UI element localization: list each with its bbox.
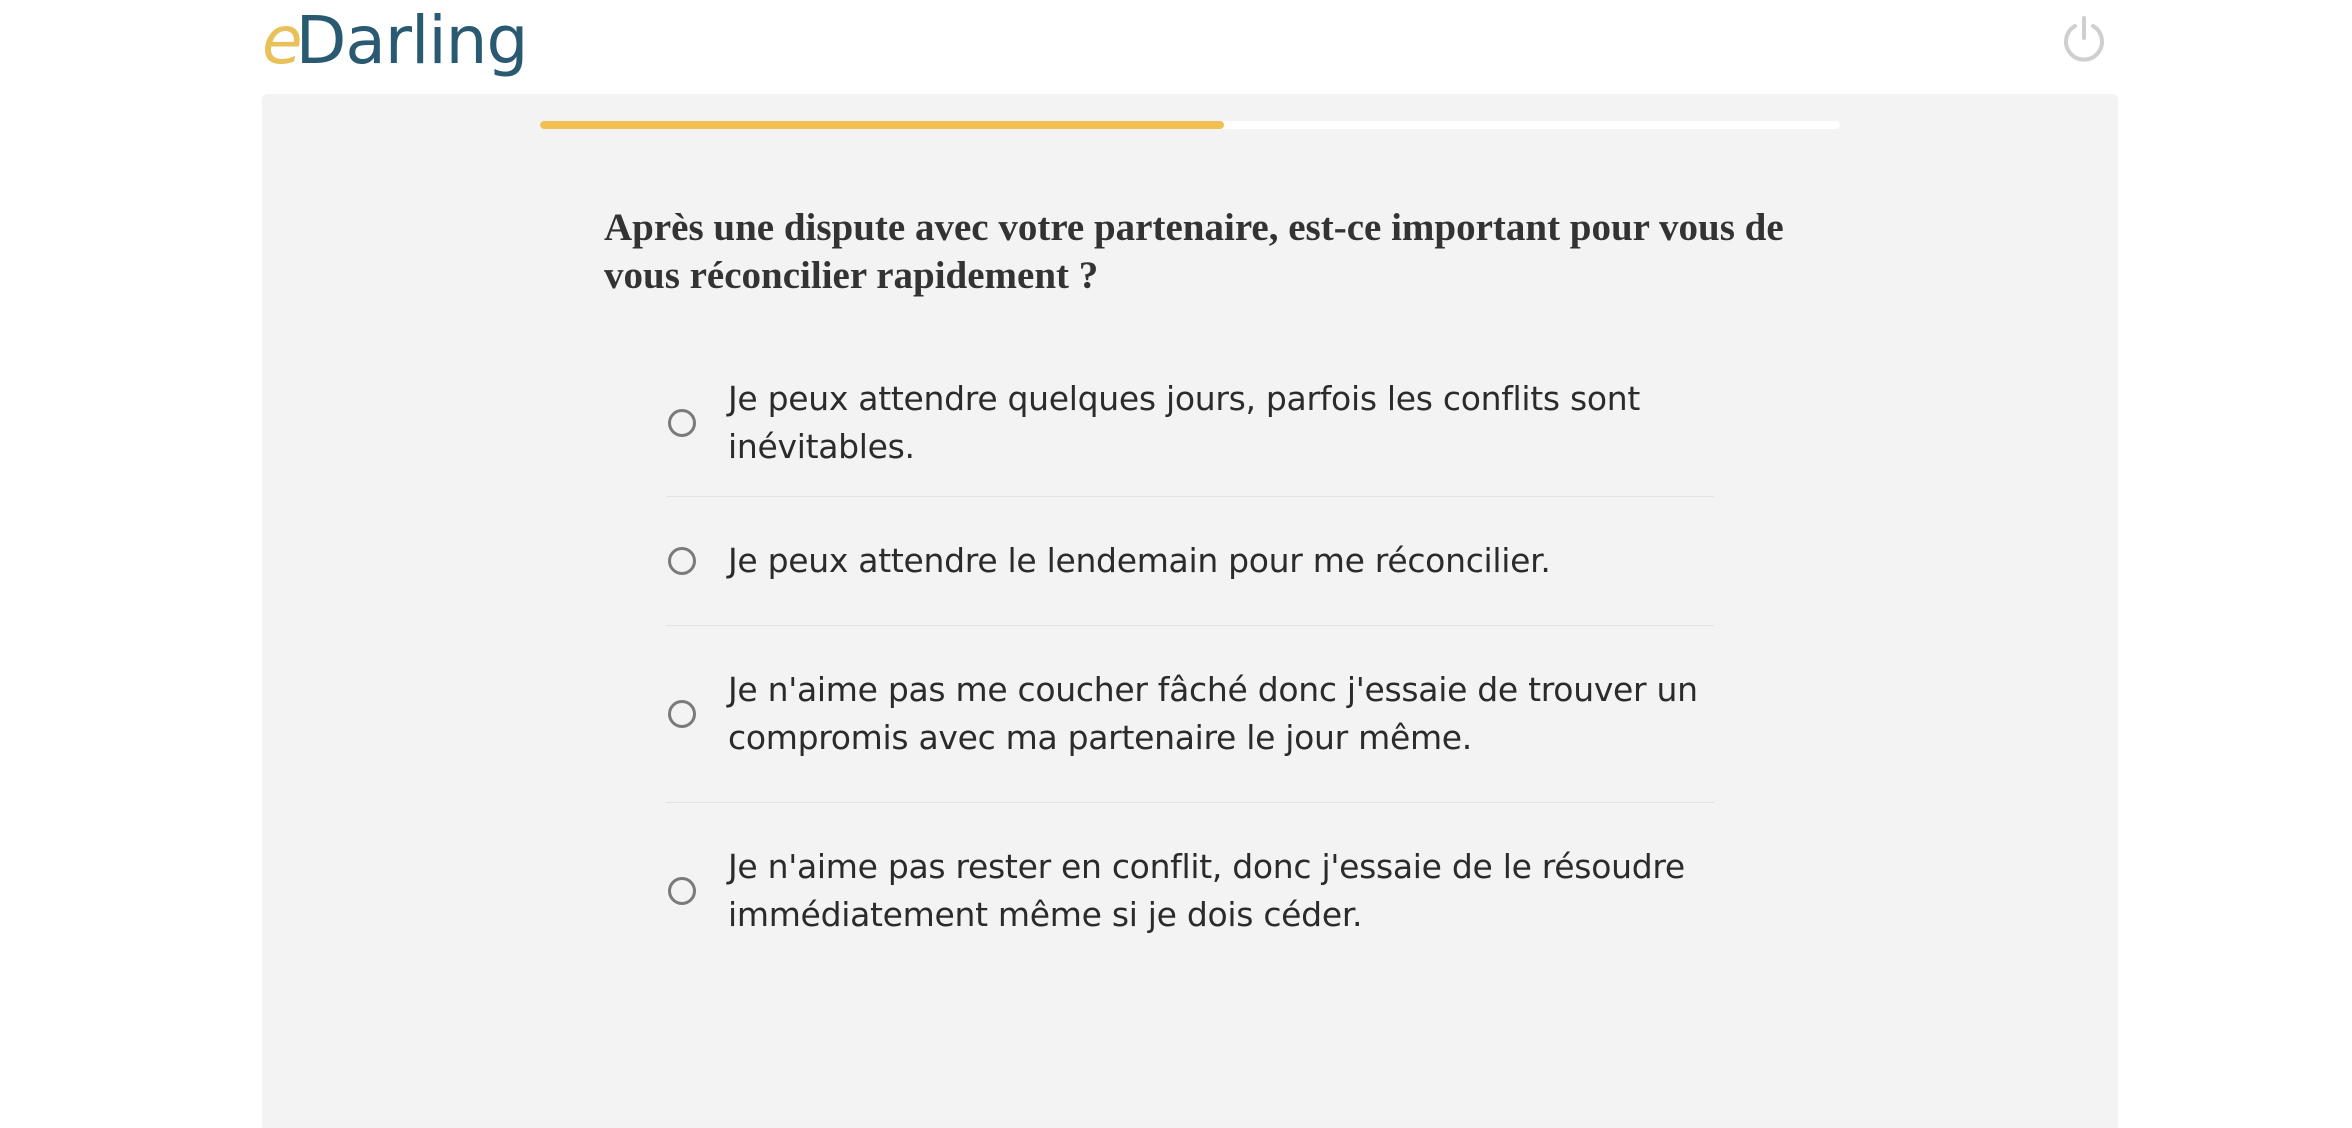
logout-button[interactable]	[2058, 14, 2110, 66]
progress-bar-fill	[540, 121, 1224, 129]
edarling-logo	[262, 4, 527, 78]
question-title: Après une dispute avec votre partenaire, est-ce important pour vous de vous réconcilier rapidement ?	[604, 206, 1784, 297]
logo-e-letter: e	[262, 2, 302, 79]
answer-list	[666, 380, 1714, 979]
radio-button[interactable]	[668, 700, 696, 728]
radio-button[interactable]	[668, 877, 696, 905]
answer-label: Je n'aime pas rester en conflit, donc j'essaie de le résoudre immédiatement même si je dois céder.	[728, 847, 1685, 934]
answer-option-4[interactable]	[666, 803, 1714, 979]
radio-button[interactable]	[668, 409, 696, 437]
answer-label: Je n'aime pas me coucher fâché donc j'essaie de trouver un compromis avec ma partenaire le jour même.	[728, 670, 1698, 757]
radio-button[interactable]	[668, 547, 696, 575]
progress-bar	[540, 121, 1840, 129]
power-icon	[2058, 14, 2110, 66]
answer-option-3[interactable]	[666, 626, 1714, 803]
logo-wordmark: Darling	[295, 2, 528, 79]
answer-label: Je peux attendre le lendemain pour me réconcilier.	[728, 541, 1551, 580]
answer-label: Je peux attendre quelques jours, parfois les conflits sont inévitables.	[728, 379, 1641, 466]
answer-option-1[interactable]	[666, 350, 1714, 497]
question-card	[262, 94, 2118, 1128]
answer-option-2[interactable]	[666, 497, 1714, 626]
